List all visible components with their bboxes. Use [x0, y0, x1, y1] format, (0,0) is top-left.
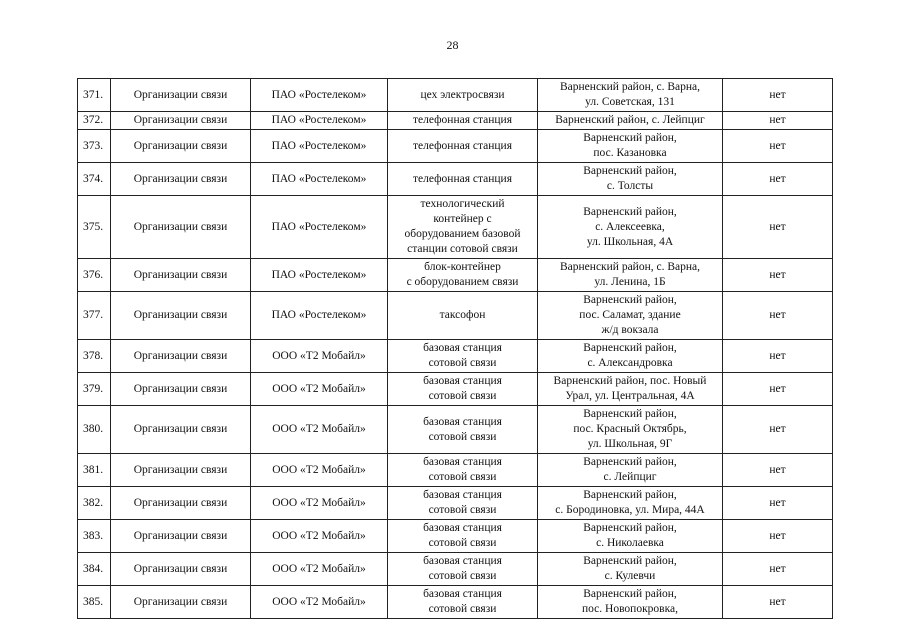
object-cell: телефонная станция [388, 112, 538, 130]
organization-cell: ПАО «Ростелеком» [251, 196, 388, 259]
category-cell: Организации связи [111, 292, 251, 340]
address-cell: Варненский район, с. Бородиновка, ул. Мира, 44А [538, 487, 723, 520]
row-number-cell: 379. [78, 373, 111, 406]
flag-cell: нет [723, 406, 833, 454]
table-row [78, 454, 833, 487]
object-cell: базовая станция сотовой связи [388, 520, 538, 553]
organization-cell: ПАО «Ростелеком» [251, 163, 388, 196]
category-cell: Организации связи [111, 520, 251, 553]
flag-cell: нет [723, 454, 833, 487]
address-cell: Варненский район, с. Николаевка [538, 520, 723, 553]
table-row [78, 196, 833, 259]
flag-cell: нет [723, 130, 833, 163]
flag-cell: нет [723, 79, 833, 112]
row-number-cell: 376. [78, 259, 111, 292]
address-cell: Варненский район, с. Кулевчи [538, 553, 723, 586]
registry-table-body [78, 79, 833, 619]
row-number-cell: 378. [78, 340, 111, 373]
row-number-cell: 374. [78, 163, 111, 196]
address-cell: Варненский район, пос. Саламат, здание ж/д вокзала [538, 292, 723, 340]
category-cell: Организации связи [111, 586, 251, 619]
row-number-cell: 377. [78, 292, 111, 340]
flag-cell: нет [723, 487, 833, 520]
address-cell: Варненский район, пос. Новопокровка, [538, 586, 723, 619]
organization-cell: ООО «Т2 Мобайл» [251, 406, 388, 454]
row-number-cell: 383. [78, 520, 111, 553]
flag-cell: нет [723, 553, 833, 586]
flag-cell: нет [723, 112, 833, 130]
address-cell: Варненский район, с. Алексеевка, ул. Школьная, 4А [538, 196, 723, 259]
object-cell: базовая станция сотовой связи [388, 373, 538, 406]
object-cell: телефонная станция [388, 163, 538, 196]
flag-cell: нет [723, 340, 833, 373]
category-cell: Организации связи [111, 454, 251, 487]
organization-cell: ООО «Т2 Мобайл» [251, 340, 388, 373]
organization-cell: ПАО «Ростелеком» [251, 112, 388, 130]
organization-cell: ООО «Т2 Мобайл» [251, 373, 388, 406]
category-cell: Организации связи [111, 259, 251, 292]
object-cell: телефонная станция [388, 130, 538, 163]
table-row [78, 586, 833, 619]
row-number-cell: 375. [78, 196, 111, 259]
flag-cell: нет [723, 586, 833, 619]
category-cell: Организации связи [111, 163, 251, 196]
row-number-cell: 373. [78, 130, 111, 163]
address-cell: Варненский район, с. Толсты [538, 163, 723, 196]
row-number-cell: 384. [78, 553, 111, 586]
table-row [78, 112, 833, 130]
address-cell: Варненский район, с. Варна, ул. Советская, 131 [538, 79, 723, 112]
organization-cell: ПАО «Ростелеком» [251, 259, 388, 292]
row-number-cell: 385. [78, 586, 111, 619]
table-row [78, 373, 833, 406]
category-cell: Организации связи [111, 112, 251, 130]
row-number-cell: 382. [78, 487, 111, 520]
category-cell: Организации связи [111, 553, 251, 586]
object-cell: таксофон [388, 292, 538, 340]
object-cell: базовая станция сотовой связи [388, 454, 538, 487]
category-cell: Организации связи [111, 196, 251, 259]
object-cell: базовая станция сотовой связи [388, 340, 538, 373]
object-cell: базовая станция сотовой связи [388, 487, 538, 520]
page-number: 28 [446, 38, 459, 52]
category-cell: Организации связи [111, 79, 251, 112]
object-cell: базовая станция сотовой связи [388, 406, 538, 454]
address-cell: Варненский район, пос. Новый Урал, ул. Центральная, 4А [538, 373, 723, 406]
flag-cell: нет [723, 292, 833, 340]
organization-cell: ООО «Т2 Мобайл» [251, 553, 388, 586]
object-cell: блок-контейнер с оборудованием связи [388, 259, 538, 292]
address-cell: Варненский район, с. Лейпциг [538, 112, 723, 130]
table-row [78, 520, 833, 553]
object-cell: базовая станция сотовой связи [388, 553, 538, 586]
address-cell: Варненский район, пос. Красный Октябрь, ул. Школьная, 9Г [538, 406, 723, 454]
category-cell: Организации связи [111, 406, 251, 454]
address-cell: Варненский район, с. Александровка [538, 340, 723, 373]
row-number-cell: 380. [78, 406, 111, 454]
category-cell: Организации связи [111, 487, 251, 520]
flag-cell: нет [723, 520, 833, 553]
table-row [78, 163, 833, 196]
object-cell: технологический контейнер с оборудованием базовой станции сотовой связи [388, 196, 538, 259]
object-cell: цех электросвязи [388, 79, 538, 112]
organization-cell: ПАО «Ростелеком» [251, 292, 388, 340]
address-cell: Варненский район, с. Варна, ул. Ленина, 1Б [538, 259, 723, 292]
row-number-cell: 371. [78, 79, 111, 112]
flag-cell: нет [723, 373, 833, 406]
registry-table [77, 78, 833, 619]
flag-cell: нет [723, 196, 833, 259]
table-row [78, 340, 833, 373]
row-number-cell: 381. [78, 454, 111, 487]
table-row [78, 487, 833, 520]
organization-cell: ООО «Т2 Мобайл» [251, 487, 388, 520]
organization-cell: ООО «Т2 Мобайл» [251, 454, 388, 487]
organization-cell: ООО «Т2 Мобайл» [251, 586, 388, 619]
table-row [78, 259, 833, 292]
category-cell: Организации связи [111, 373, 251, 406]
flag-cell: нет [723, 163, 833, 196]
table-row [78, 292, 833, 340]
category-cell: Организации связи [111, 130, 251, 163]
organization-cell: ПАО «Ростелеком» [251, 79, 388, 112]
table-row [78, 553, 833, 586]
address-cell: Варненский район, с. Лейпциг [538, 454, 723, 487]
flag-cell: нет [723, 259, 833, 292]
row-number-cell: 372. [78, 112, 111, 130]
object-cell: базовая станция сотовой связи [388, 586, 538, 619]
address-cell: Варненский район, пос. Казановка [538, 130, 723, 163]
table-row [78, 130, 833, 163]
table-row [78, 406, 833, 454]
organization-cell: ООО «Т2 Мобайл» [251, 520, 388, 553]
category-cell: Организации связи [111, 340, 251, 373]
organization-cell: ПАО «Ростелеком» [251, 130, 388, 163]
table-row [78, 79, 833, 112]
